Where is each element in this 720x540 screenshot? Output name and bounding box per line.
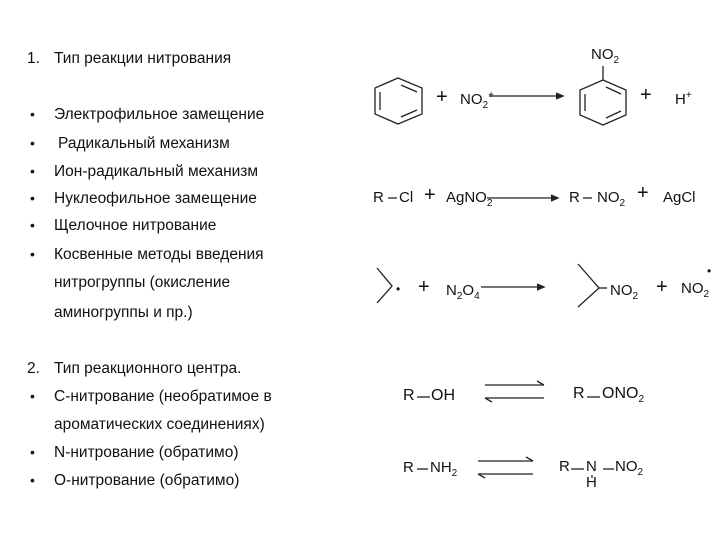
section1-heading: Тип реакции нитрования <box>54 50 232 67</box>
r-group: R <box>559 458 570 475</box>
nitro-group: $NO_2$ <box>615 458 644 478</box>
bullet-marker: • <box>30 190 35 206</box>
bullet-c-nitration-cont: ароматических соединениях) <box>54 416 265 433</box>
proton: H+ <box>675 90 692 108</box>
chlorine: Cl <box>399 189 414 206</box>
bullet-ion-radical: Ион-радикальный механизм <box>54 163 259 180</box>
plus-sign: + <box>640 84 652 106</box>
bullet-electrophilic: Электрофильное замещение <box>54 106 265 123</box>
alkyl-zigzag <box>377 268 392 303</box>
nitronium-ion: $NO_2^+$ <box>460 90 494 111</box>
bullet-c-nitration: С-нитрование (необратимое в <box>54 388 272 405</box>
r-group: R <box>373 189 384 206</box>
nitro-group-top: $NO_2$ <box>591 46 620 66</box>
nitrogen-dioxide-radical: $NO_2$ <box>681 280 710 300</box>
bullet-marker: • <box>30 472 35 488</box>
bullet-marker: • <box>30 388 35 404</box>
bullet-indirect-cont2: аминогруппы и пр.) <box>54 304 193 321</box>
plus-sign: + <box>418 276 430 298</box>
bullet-marker: • <box>30 163 35 179</box>
plus-sign: + <box>637 182 649 204</box>
hydroxyl-group: OH <box>431 387 455 404</box>
bullet-indirect-cont1: нитрогруппы (окисление <box>54 274 231 291</box>
bullet-o-nitration: О-нитрование (обратимо) <box>54 472 240 489</box>
r-group: R <box>573 385 585 402</box>
r-group: R <box>569 189 580 206</box>
dinitrogen-tetroxide: $N_2O_4$ <box>446 282 480 302</box>
bullet-indirect: Косвенные методы введения <box>54 246 264 263</box>
bullet-marker: • <box>30 135 35 151</box>
section2-number: 2. <box>27 360 40 377</box>
bullet-n-nitration: N-нитрование (обратимо) <box>54 444 239 461</box>
amino-group: $NH_2$ <box>430 459 458 479</box>
bullet-marker: • <box>30 246 35 262</box>
plus-sign: + <box>436 86 448 108</box>
r-group: R <box>403 387 415 404</box>
section2-heading: Тип реакционного центра. <box>54 360 242 377</box>
bullet-marker: • <box>30 106 35 122</box>
r-group: R <box>403 459 414 476</box>
benzene-ring <box>375 78 422 124</box>
nitrobenzene-ring <box>580 80 626 125</box>
radical-dot: • <box>396 282 401 296</box>
hydrogen-atom: H <box>586 474 597 491</box>
silver-chloride: AgCl <box>663 189 696 206</box>
alkyl-zigzag <box>578 264 599 307</box>
plus-sign: + <box>656 276 668 298</box>
nitro-group: $NO_2$ <box>597 189 626 209</box>
section1-number: 1. <box>27 50 40 67</box>
bullet-marker: • <box>30 217 35 233</box>
plus-sign: + <box>424 184 436 206</box>
nitrate-group: $ONO_2$ <box>602 385 645 406</box>
bullet-alkaline: Щелочное нитрование <box>54 217 217 234</box>
silver-nitrite: AgNO$_2$ <box>446 189 493 209</box>
nitrogen-atom: N <box>586 458 597 475</box>
radical-dot: • <box>707 264 712 278</box>
bullet-marker: • <box>30 444 35 460</box>
nitro-group: $NO_2$ <box>610 282 639 302</box>
bullet-nucleophilic: Нуклеофильное замещение <box>54 190 257 207</box>
bullet-radical: Радикальный механизм <box>58 135 230 152</box>
